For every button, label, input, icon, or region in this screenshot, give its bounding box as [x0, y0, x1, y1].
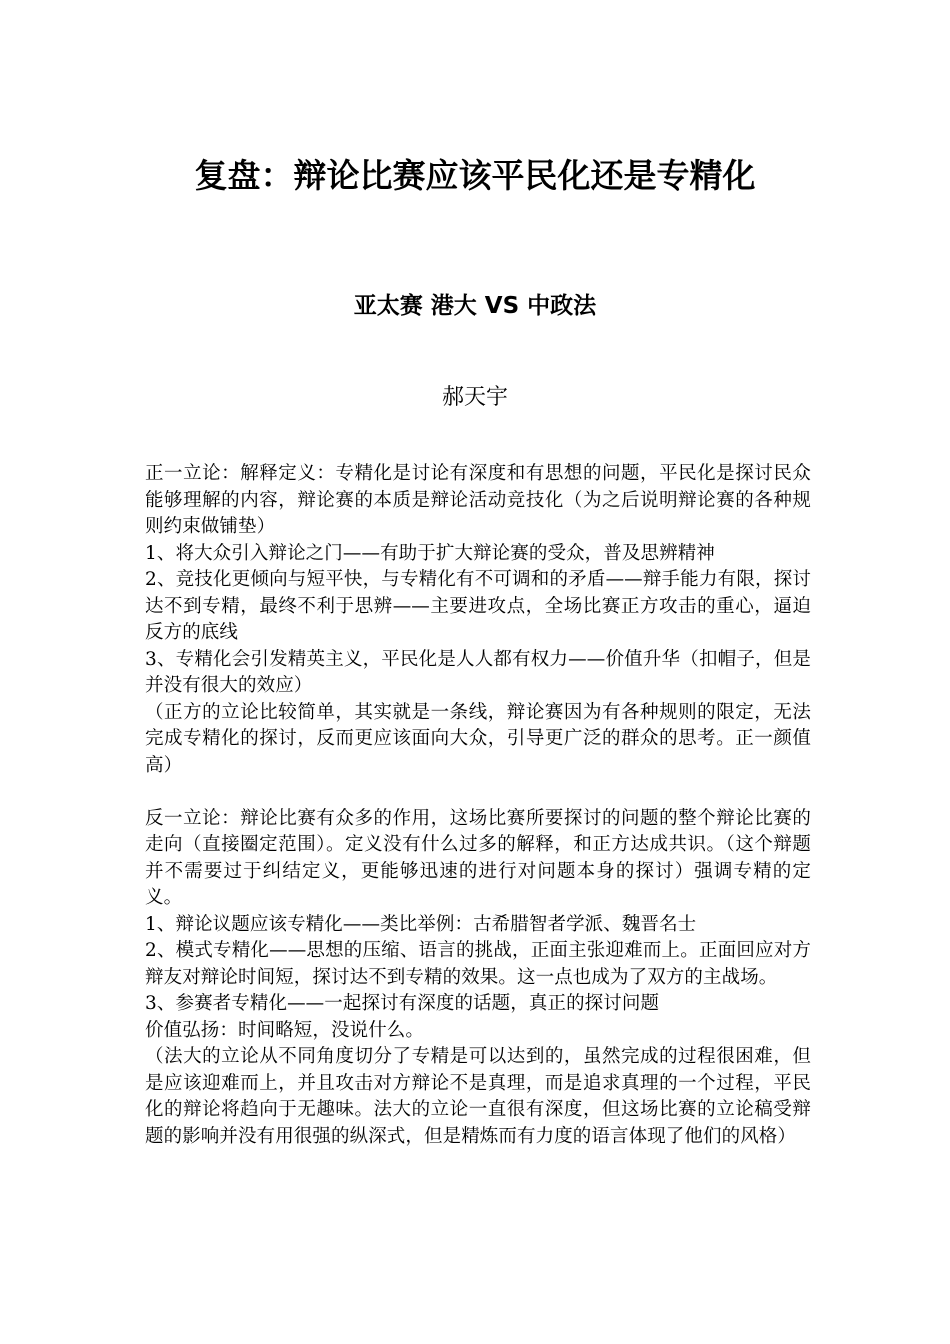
- negative-paragraph: 2、模式专精化——思想的压缩、语言的挑战，正面主张迎难而上。正面回应对方辩友对辩论时间短，探讨达不到专精的效果。这一点也成为了双方的主战场。: [145, 940, 811, 988]
- document-body: [145, 461, 811, 1150]
- affirmative-paragraph: 正一立论：解释定义：专精化是讨论有深度和有思想的问题，平民化是探讨民众能够理解的内容，辩论赛的本质是辩论活动竞技化（为之后说明辩论赛的各种规则约束做铺垫）: [145, 463, 811, 537]
- negative-paragraph: 3、参赛者专精化——一起探讨有深度的话题，真正的探讨问题: [145, 993, 660, 1014]
- negative-section: [145, 806, 811, 1151]
- document-title: 复盘：辩论比赛应该平民化还是专精化: [194, 156, 756, 195]
- affirmative-paragraph: 1、将大众引入辩论之门——有助于扩大辩论赛的受众，普及思辨精神: [145, 542, 715, 564]
- negative-paragraph: 1、辩论议题应该专精化——类比举例：古希腊智者学派、魏晋名士: [145, 913, 697, 935]
- negative-paragraph: 反一立论：辩论比赛有众多的作用，这场比赛所要探讨的问题的整个辩论比赛的走向（直接圈定范围）。定义没有什么过多的解释，和正方达成共识。（这个辩题并不需要过于纠结定义，更能够迅速的进行对问题本身的探讨）强调专精的定义。: [145, 807, 811, 908]
- affirmative-paragraph: 3、专精化会引发精英主义，平民化是人人都有权力——价值升华（扣帽子，但是并没有很大的效应）: [145, 648, 811, 696]
- affirmative-paragraph: 2、竞技化更倾向与短平快，与专精化有不可调和的矛盾——辩手能力有限，探讨达不到专精，最终不利于思辨——主要进攻点，全场比赛正方攻击的重心，逼迫反方的底线: [145, 569, 811, 643]
- affirmative-section: [145, 461, 811, 779]
- document-author: 郝天宇: [441, 385, 508, 410]
- document-subtitle: 亚太赛 港大 VS 中政法: [353, 293, 597, 319]
- negative-paragraph: （法大的立论从不同角度切分了专精是可以达到的，虽然完成的过程很困难，但是应该迎难而上，并且攻击对方辩论不是真理，而是追求真理的一个过程，平民化的辩论将趋向于无趣味。法大的立论一直很有深度，但这场比赛的立论稿受辩题的影响并没有用很强的纵深式，但是精炼而有力度的语言体现了他们的风格）: [145, 1046, 811, 1147]
- paragraph-spacer: [145, 779, 811, 806]
- negative-paragraph: 价值弘扬：时间略短，没说什么。: [145, 1019, 425, 1041]
- affirmative-paragraph: （正方的立论比较简单，其实就是一条线，辩论赛因为有各种规则的限定，无法完成专精化的探讨，反而更应该面向大众，引导更广泛的群众的思考。正一颜值高）: [145, 701, 811, 776]
